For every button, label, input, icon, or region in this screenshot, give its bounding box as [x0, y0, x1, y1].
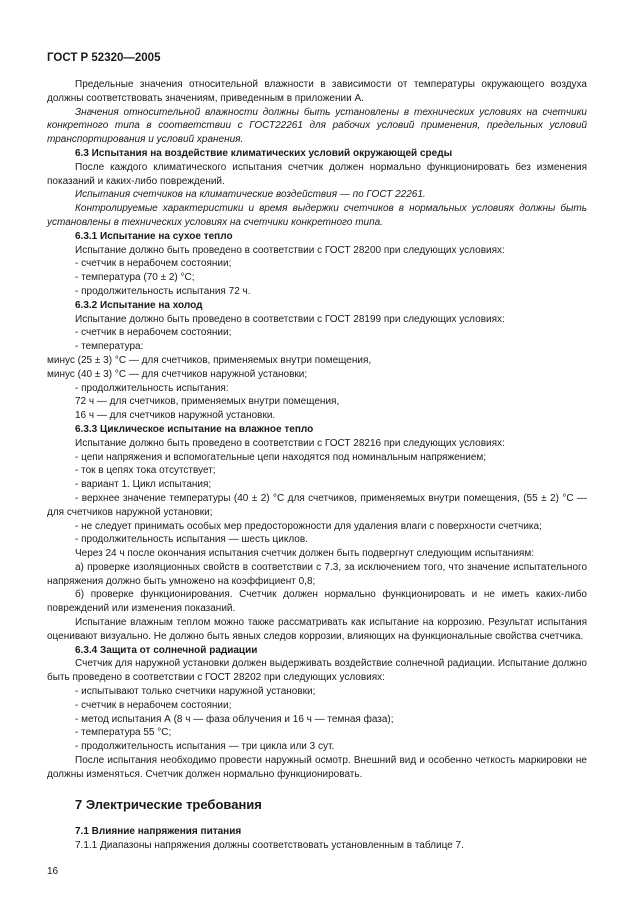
paragraph: 7.1.1 Диапазоны напряжения должны соответствовать установленным в таблице 7. [75, 840, 464, 852]
section-heading-6-3-2: 6.3.2 Испытание на холод [75, 299, 203, 311]
paragraph: а) проверке изоляционных свойств в соответствии с 7.3, за исключением того, что значение испытательного напряжения должно быть умножено на коэффициент 0,8; [47, 561, 587, 587]
paragraph: Контролируемые характеристики и время выдержки счетчиков в нормальных условиях должны быть установлены в технических условиях на счетчики конкретного типа. [47, 203, 587, 228]
paragraph: б) проверке функционирования. Счетчик должен нормально функционировать и не иметь каких-либо повреждений или изменения показаний. [47, 589, 587, 615]
paragraph: Испытание должно быть проведено в соответствии с ГОСТ 28200 при следующих условиях: [75, 244, 505, 256]
section-heading-7-1: 7.1 Влияние напряжения питания [75, 826, 242, 838]
list-6-3-2 [47, 326, 587, 423]
list-item: - счетчик в нерабочем состоянии; [75, 699, 232, 711]
list-item: 16 ч — для счетчиков наружной установки. [75, 410, 276, 422]
section-heading-6-3: 6.3 Испытания на воздействие климатических условий окружающей среды [75, 147, 453, 159]
list-item: - продолжительность испытания: [75, 382, 229, 394]
list-6-3-1 [47, 257, 587, 298]
section-heading-6-3-1: 6.3.1 Испытание на сухое тепло [75, 230, 233, 242]
list-item: минус (40 ± 3) °С — для счетчиков наружной установки; [47, 368, 308, 380]
list-item: - верхнее значение температуры (40 ± 2) °С для счетчиков, применяемых внутри помещения, (55 ± 2) °С — для счетчиков наружной установки; [47, 492, 587, 518]
list-item: - счетчик в нерабочем состоянии; [75, 327, 232, 339]
section-heading-6-3-4: 6.3.4 Защита от солнечной радиации [75, 644, 258, 656]
list-item: - счетчик в нерабочем состоянии; [75, 258, 232, 270]
section-heading-7: 7 Электрические требования [75, 796, 262, 812]
paragraph: Предельные значения относительной влажности в зависимости от температуры окружающего воздуха должны соответствовать значениям, приведенным в приложении А. [47, 79, 587, 104]
list-item: - вариант 1. Цикл испытания; [75, 479, 212, 491]
list-item: - продолжительность испытания — шесть циклов. [75, 534, 308, 546]
paragraph: После каждого климатического испытания счетчик должен нормально функционировать без изменения показаний и каких-либо повреждений. [47, 161, 587, 187]
list-6-3-3 [47, 451, 587, 548]
list-item: - температура (70 ± 2) °С; [75, 272, 195, 284]
list-item: - температура 55 °С; [75, 727, 172, 739]
list-item: - ток в цепях тока отсутствует; [75, 465, 216, 477]
paragraph: Значения относительной влажности должны быть установлены в технических условиях на счетчики конкретного типа в соответствии с ГОСТ22261 для рабочих условий применения, предельных условий транспортирования и условий хранения. [47, 106, 587, 146]
list-item: 72 ч — для счетчиков, применяемых внутри помещения, [75, 396, 340, 408]
paragraph: Испытание влажным теплом можно также рассматривать как испытание на коррозию. Результат испытания оценивают визуально. Не должно быть явных следов коррозии, влияющих на функциональные свойства счетчика. [47, 617, 587, 642]
document-header: ГОСТ Р 52320—2005 [47, 52, 161, 64]
list-item: - продолжительность испытания 72 ч. [75, 285, 251, 297]
list-item: - цепи напряжения и вспомогательные цепи находятся под номинальным напряжением; [75, 451, 487, 463]
list-item: - продолжительность испытания — три цикла или 3 сут. [75, 741, 335, 753]
paragraph: Испытание должно быть проведено в соответствии с ГОСТ 28216 при следующих условиях: [75, 437, 505, 449]
list-item: - испытывают только счетчики наружной установки; [75, 686, 316, 698]
list-item: минус (25 ± 3) °С — для счетчиков, применяемых внутри помещения, [47, 354, 372, 366]
document-body [47, 78, 587, 853]
list-6-3-4 [47, 685, 587, 754]
list-item: - не следует принимать особых мер предосторожности для удаления влаги с поверхности счетчика; [75, 520, 542, 532]
list-item: - температура: [75, 341, 144, 353]
section-heading-6-3-3: 6.3.3 Циклическое испытание на влажное тепло [75, 423, 314, 435]
paragraph: Испытание должно быть проведено в соответствии с ГОСТ 28199 при следующих условиях: [75, 313, 505, 325]
paragraph: Через 24 ч после окончания испытания счетчик должен быть подвергнут следующим испытаниям: [75, 548, 534, 560]
paragraph: Испытания счетчиков на климатические воздействия — по ГОСТ 22261. [75, 189, 426, 201]
page-number: 16 [47, 866, 59, 877]
list-item: - метод испытания А (8 ч — фаза облучения и 16 ч — темная фаза); [75, 713, 394, 725]
paragraph: Счетчик для наружной установки должен выдерживать воздействие солнечной радиации. Испытание должно быть проведено в соответствии с ГОСТ 28202 при следующих условиях: [47, 658, 587, 684]
paragraph: После испытания необходимо провести наружный осмотр. Внешний вид и особенно четкость маркировки не должны изменяться. Счетчик должен нормально функционировать. [47, 755, 587, 780]
